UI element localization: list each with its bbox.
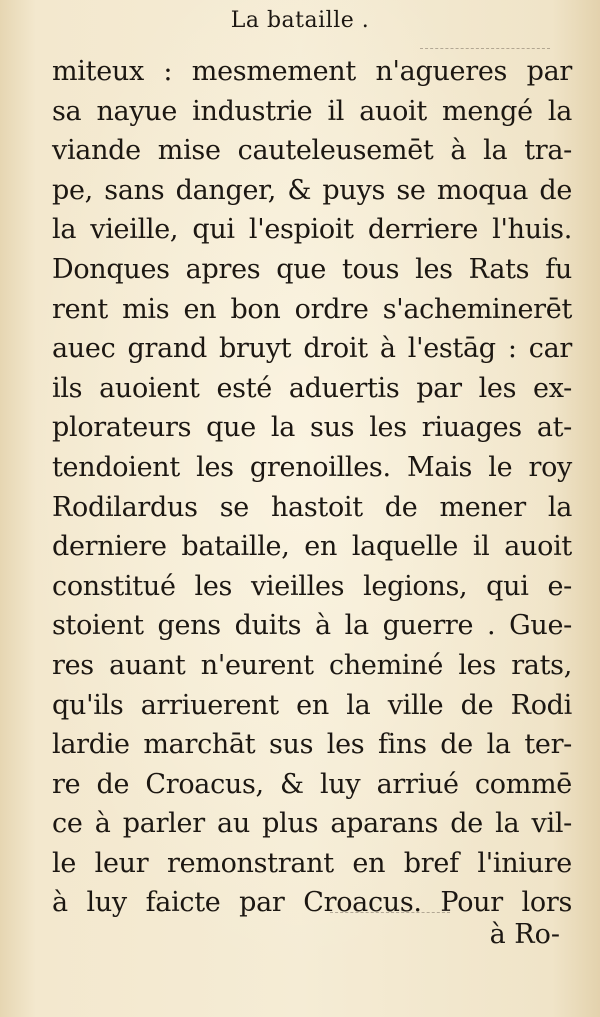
text-line: plorateurs que la sus les riuages at- xyxy=(52,412,572,444)
text-line: viande mise cauteleusemēt à la tra- xyxy=(52,135,572,167)
text-line: le leur remonstrant en bref l'iniure xyxy=(52,847,572,879)
text-line: rent mis en bon ordre s'acheminerēt xyxy=(52,293,572,325)
text-line: la vieille, qui l'espioit derriere l'huis. xyxy=(52,214,572,246)
text-line: miteux : mesmement n'agueres par xyxy=(52,56,572,87)
header-rule xyxy=(420,48,550,49)
text-line: tendoient les grenoilles. Mais le roy xyxy=(52,451,572,483)
text-line: lardie marchāt sus les fins de la ter- xyxy=(52,729,572,761)
text-line: ce à parler au plus aparans de la vil- xyxy=(52,808,572,840)
text-line: res auant n'eurent cheminé les rats, xyxy=(52,649,572,681)
text-line: Donques apres que tous les Rats fu xyxy=(52,253,572,285)
text-line: sa nayue industrie il auoit mengé la xyxy=(52,95,572,127)
text-line: qu'ils arriuerent en la ville de Rodi xyxy=(52,689,572,721)
running-title: La bataille . xyxy=(230,8,370,33)
text-line: à luy faicte par Croacus. Pour lors xyxy=(52,887,572,919)
footer-rule xyxy=(330,912,450,913)
text-line: Rodilardus se hastoit de mener la xyxy=(52,491,572,523)
catchword: à Ro- xyxy=(489,919,560,950)
text-line: constitué les vieilles legions, qui e- xyxy=(52,570,572,602)
text-line: auec grand bruyt droit à l'estāg : car xyxy=(52,333,572,365)
text-line: re de Croacus, & luy arriué commē xyxy=(52,768,572,800)
text-line: stoient gens duits à la guerre . Gue- xyxy=(52,610,572,642)
text-block xyxy=(52,52,572,923)
text-line: pe, sans danger, & puys se moqua de xyxy=(52,174,572,206)
text-line: derniere bataille, en laquelle il auoit xyxy=(52,531,572,563)
text-line: ils auoient esté aduertis par les ex- xyxy=(52,372,572,404)
